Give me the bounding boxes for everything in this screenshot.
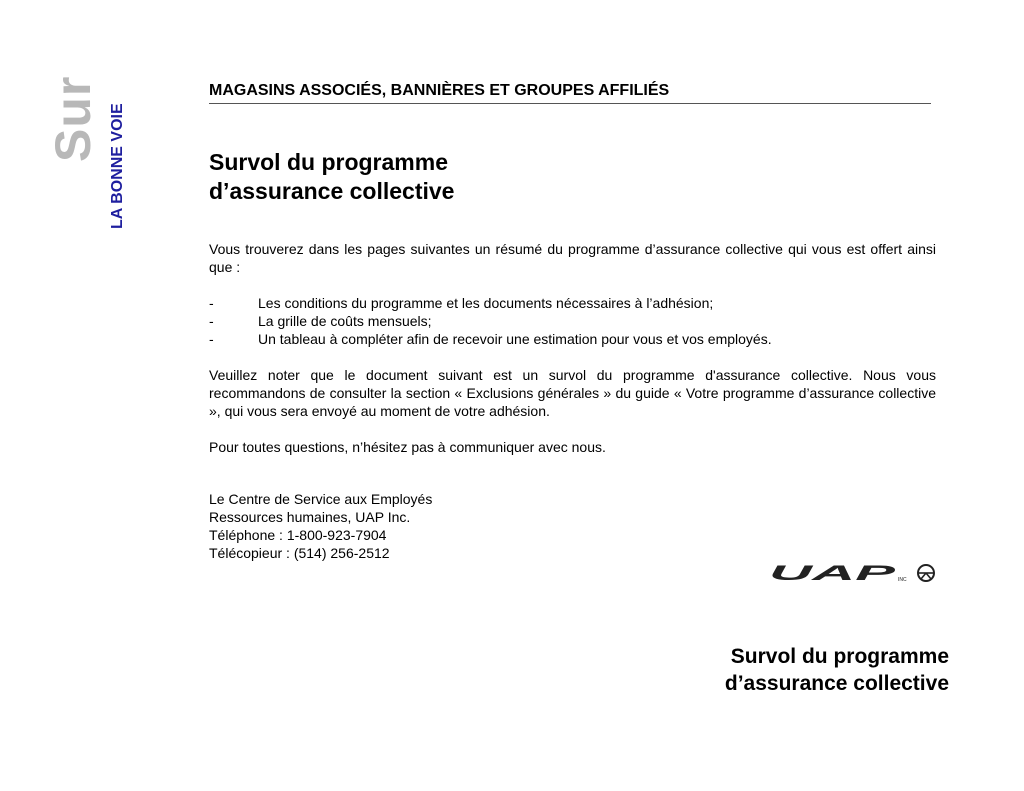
section-header: MAGASINS ASSOCIÉS, BANNIÈRES ET GROUPES AFFILIÉS — [209, 82, 931, 104]
footer-title-line2: d’assurance collective — [724, 672, 949, 695]
contact-fax: Télécopieur : (514) 256-2512 — [209, 545, 390, 561]
contact-line: Ressources humaines, UAP Inc. — [209, 509, 411, 525]
page-title-line2: d’assurance collective — [209, 178, 455, 204]
contact-phone: Téléphone : 1-800-923-7904 — [209, 527, 387, 543]
document-body — [209, 240, 936, 456]
footer-title-line1: Survol du programme — [730, 645, 949, 668]
list-item: - La grille de coûts mensuels; — [209, 313, 432, 329]
uap-logo-text: UAP — [769, 562, 898, 584]
questions-paragraph: Pour toutes questions, n’hésitez pas à communiquer avec nous. — [209, 439, 606, 455]
wheel-icon — [918, 565, 934, 581]
note-paragraph: Veuillez noter que le document suivant est un survol du programme d'assurance collective. Nous vous recommandons de consulter la section « Exclusions générales » du guide « Votre programme d’assurance collective », qui vous sera envoyé au moment de votre adhésion. — [209, 367, 936, 419]
contact-block — [209, 490, 432, 562]
list-item: - Un tableau à compléter afin de recevoir une estimation pour vous et vos employés. — [209, 331, 772, 347]
side-logo-word: Sur — [45, 75, 101, 162]
uap-logo — [767, 562, 937, 584]
side-tagline: LA BONNE VOIE — [109, 103, 126, 229]
contact-line: Le Centre de Service aux Employés — [209, 491, 433, 507]
footer-title — [725, 643, 949, 697]
list-item: - Les conditions du programme et les documents nécessaires à l’adhésion; — [209, 295, 714, 311]
page-title-line1: Survol du programme — [209, 149, 448, 175]
page-title — [209, 148, 709, 206]
intro-paragraph: Vous trouverez dans les pages suivantes un résumé du programme d’assurance collective qui vous est offert ainsi que : — [209, 241, 936, 275]
uap-logo-suffix: INC — [898, 577, 907, 583]
conditions-list — [209, 294, 936, 348]
